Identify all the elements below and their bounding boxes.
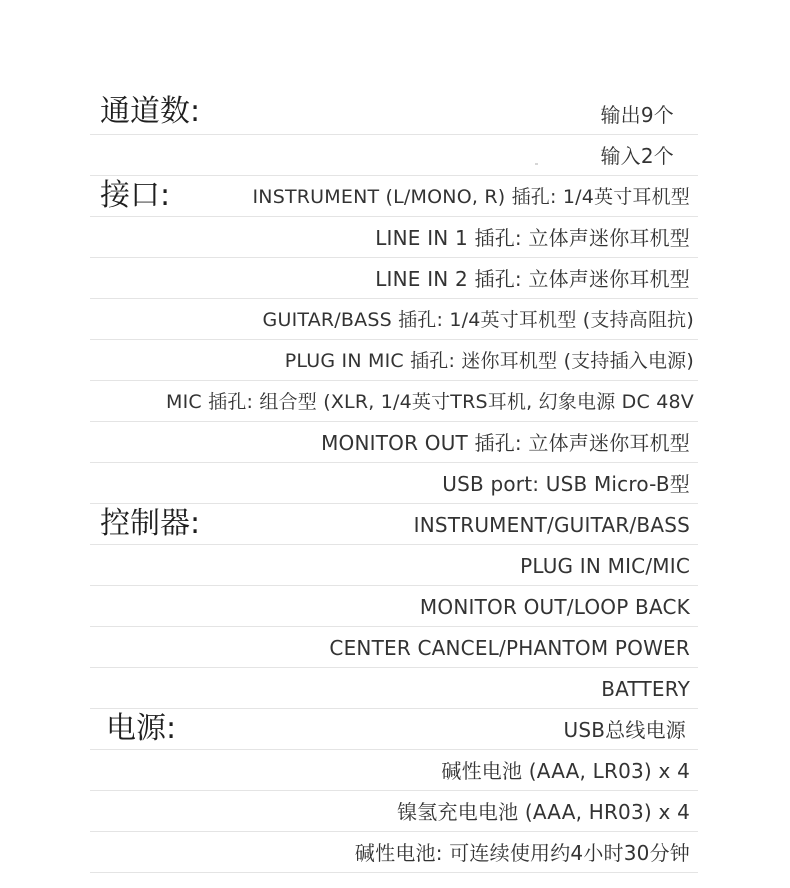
section-heading-power: 电源: bbox=[106, 711, 177, 746]
spec-row bbox=[90, 422, 698, 463]
spec-value: INSTRUMENT (L/MONO, R) 插孔: 1/4英寸耳机型 bbox=[252, 186, 690, 208]
spec-row bbox=[90, 709, 698, 750]
spec-value: 碱性电池 (AAA, LR03) x 4 bbox=[441, 759, 690, 783]
spec-row bbox=[90, 381, 698, 422]
spec-value: LINE IN 1 插孔: 立体声迷你耳机型 bbox=[375, 226, 690, 250]
spec-row bbox=[90, 96, 698, 135]
spec-row bbox=[90, 135, 698, 176]
spec-row bbox=[90, 586, 698, 627]
spec-value: 镍氢充电电池 (AAA, HR03) x 4 bbox=[397, 800, 690, 824]
spec-value: PLUG IN MIC 插孔: 迷你耳机型 (支持插入电源) bbox=[284, 350, 694, 372]
stray-dot bbox=[535, 163, 538, 165]
spec-value: INSTRUMENT/GUITAR/BASS bbox=[413, 513, 690, 537]
spec-value: GUITAR/BASS 插孔: 1/4英寸耳机型 (支持高阻抗) bbox=[262, 309, 694, 331]
spec-value: BATTERY bbox=[601, 677, 690, 701]
spec-value: MONITOR OUT/LOOP BACK bbox=[419, 595, 690, 619]
spec-value: 碱性电池: 可连续使用约4小时30分钟 bbox=[354, 841, 690, 865]
spec-row bbox=[90, 668, 698, 709]
spec-row bbox=[90, 176, 698, 217]
spec-value: LINE IN 2 插孔: 立体声迷你耳机型 bbox=[375, 267, 690, 291]
spec-row bbox=[90, 217, 698, 258]
spec-value: 输出9个 bbox=[600, 103, 674, 127]
spec-value: PLUG IN MIC/MIC bbox=[520, 554, 690, 578]
spec-value: 输入2个 bbox=[600, 144, 674, 168]
spec-value: CENTER CANCEL/PHANTOM POWER bbox=[329, 636, 690, 660]
spec-row bbox=[90, 545, 698, 586]
spec-row bbox=[90, 340, 698, 381]
spec-row bbox=[90, 299, 698, 340]
section-heading-controllers: 控制器: bbox=[100, 506, 201, 541]
section-heading-interfaces: 接口: bbox=[100, 178, 171, 213]
spec-value: USB总线电源 bbox=[563, 718, 686, 742]
spec-table bbox=[90, 96, 698, 873]
spec-row bbox=[90, 627, 698, 668]
spec-row bbox=[90, 791, 698, 832]
spec-row bbox=[90, 504, 698, 545]
spec-value: MIC 插孔: 组合型 (XLR, 1/4英寸TRS耳机, 幻象电源 DC 48V bbox=[166, 391, 694, 413]
spec-row bbox=[90, 463, 698, 504]
spec-value: MONITOR OUT 插孔: 立体声迷你耳机型 bbox=[321, 431, 690, 455]
spec-row bbox=[90, 832, 698, 873]
spec-row bbox=[90, 750, 698, 791]
section-heading-channels: 通道数: bbox=[100, 94, 201, 129]
spec-value: USB port: USB Micro-B型 bbox=[442, 472, 690, 496]
spec-row bbox=[90, 258, 698, 299]
